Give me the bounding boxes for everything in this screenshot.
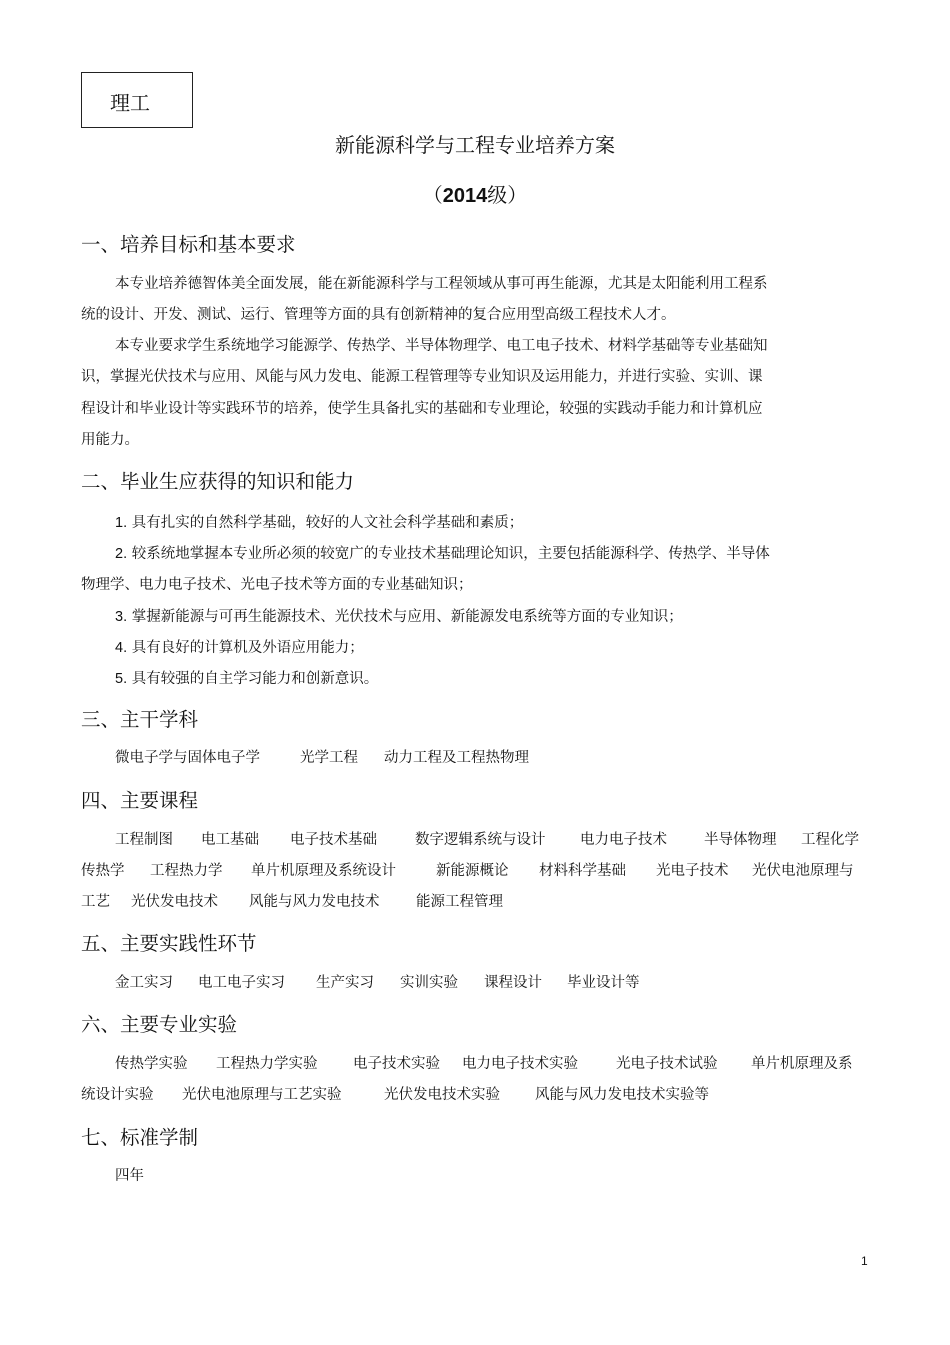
list-text: 具有扎实的自然科学基础，较好的人文社会科学基础和素质； (131, 515, 524, 531)
course-term: 风能与风力发电技术 (249, 894, 380, 910)
list-item (115, 605, 683, 626)
paragraph-line: 统的设计、开发、测试、运行、管理等方面的具有创新精神的复合应用型高级工程技术人才。 (81, 307, 676, 323)
discipline-term: 动力工程及工程热物理 (384, 750, 529, 766)
course-term: 数字逻辑系统与设计 (415, 832, 546, 848)
experiment-term: 工程热力学实验 (216, 1056, 318, 1072)
practice-term: 毕业设计等 (567, 975, 640, 991)
experiment-term: 单片机原理及系 (751, 1056, 853, 1072)
list-number: 5. (115, 671, 128, 687)
course-term: 电力电子技术 (580, 832, 667, 848)
experiment-term: 光伏发电技术实验 (384, 1087, 500, 1103)
section-heading-5: 五、主要实践性环节 (81, 932, 257, 955)
paragraph-line: 识，掌握光伏技术与应用、风能与风力发电、能源工程管理等专业知识及运用能力，并进行实验、实训、课 (81, 369, 763, 385)
list-item (115, 542, 770, 563)
experiment-term: 光电子技术试验 (616, 1056, 718, 1072)
list-number: 1. (115, 515, 128, 531)
practice-term: 金工实习 (115, 975, 173, 991)
section-heading-4: 四、主要课程 (81, 789, 199, 812)
course-term: 新能源概论 (436, 863, 509, 879)
paragraph-line: 本专业培养德智体美全面发展，能在新能源科学与工程领域从事可再生能源，尤其是太阳能利用工程系 (115, 276, 768, 292)
experiment-term: 电力电子技术实验 (462, 1056, 578, 1072)
discipline-term: 光学工程 (300, 750, 358, 766)
document-title: 新能源科学与工程专业培养方案 (335, 133, 615, 157)
section-heading-1: 一、培养目标和基本要求 (81, 233, 296, 256)
year-open-paren: （ (422, 183, 443, 207)
list-number: 4. (115, 640, 128, 656)
category-tag: 理工 (110, 91, 150, 115)
experiment-term: 传热学实验 (115, 1056, 188, 1072)
course-term: 工程化学 (801, 832, 859, 848)
section-heading-6: 六、主要专业实验 (81, 1013, 238, 1036)
course-term: 光伏电池原理与 (752, 863, 854, 879)
list-number: 3. (115, 609, 128, 625)
experiment-term: 风能与风力发电技术实验等 (535, 1087, 709, 1103)
experiment-term: 电子技术实验 (353, 1056, 440, 1072)
list-number: 2. (115, 546, 128, 562)
year-suffix: 级） (487, 183, 528, 207)
experiment-term: 统设计实验 (81, 1087, 154, 1103)
list-item (115, 511, 523, 532)
page-number: 1 (861, 1254, 868, 1268)
practice-term: 电工电子实习 (198, 975, 285, 991)
discipline-term: 微电子学与固体电子学 (115, 750, 260, 766)
list-text: 具有较强的自主学习能力和创新意识。 (131, 671, 379, 687)
course-term: 光电子技术 (656, 863, 729, 879)
list-text: 较系统地掌握本专业所必须的较宽广的专业技术基础理论知识，主要包括能源科学、传热学、半导体 (131, 546, 770, 562)
course-term: 光伏发电技术 (131, 894, 218, 910)
practice-term: 生产实习 (316, 975, 374, 991)
list-item (115, 667, 378, 688)
section-heading-3: 三、主干学科 (81, 708, 199, 731)
list-item-continuation: 物理学、电力电子技术、光电子技术等方面的专业基础知识； (81, 577, 473, 593)
section-heading-2: 二、毕业生应获得的知识和能力 (81, 470, 355, 493)
section-heading-7: 七、标准学制 (81, 1126, 199, 1149)
course-term: 单片机原理及系统设计 (251, 863, 396, 879)
course-term: 半导体物理 (704, 832, 777, 848)
course-term: 电工基础 (201, 832, 259, 848)
course-term: 工艺 (81, 894, 110, 910)
paragraph-line: 用能力。 (81, 432, 139, 448)
course-term: 电子技术基础 (290, 832, 377, 848)
duration-term: 四年 (115, 1168, 144, 1184)
list-text: 掌握新能源与可再生能源技术、光伏技术与应用、新能源发电系统等方面的专业知识； (131, 609, 683, 625)
category-tag-box (81, 72, 193, 128)
practice-term: 实训实验 (400, 975, 458, 991)
course-term: 材料科学基础 (539, 863, 626, 879)
paragraph-line: 本专业要求学生系统地学习能源学、传热学、半导体物理学、电工电子技术、材料学基础等专业基础知 (115, 338, 768, 354)
course-term: 工程热力学 (150, 863, 223, 879)
course-term: 工程制图 (115, 832, 173, 848)
course-term: 传热学 (81, 863, 125, 879)
list-text: 具有良好的计算机及外语应用能力； (131, 640, 364, 656)
experiment-term: 光伏电池原理与工艺实验 (182, 1087, 342, 1103)
paragraph-line: 程设计和毕业设计等实践环节的培养，使学生具备扎实的基础和专业理论，较强的实践动手能力和计算机应 (81, 401, 763, 417)
list-item (115, 636, 364, 657)
course-term: 能源工程管理 (416, 894, 503, 910)
year-number: 2014 (442, 185, 488, 207)
document-subtitle (0, 179, 950, 208)
practice-term: 课程设计 (484, 975, 542, 991)
